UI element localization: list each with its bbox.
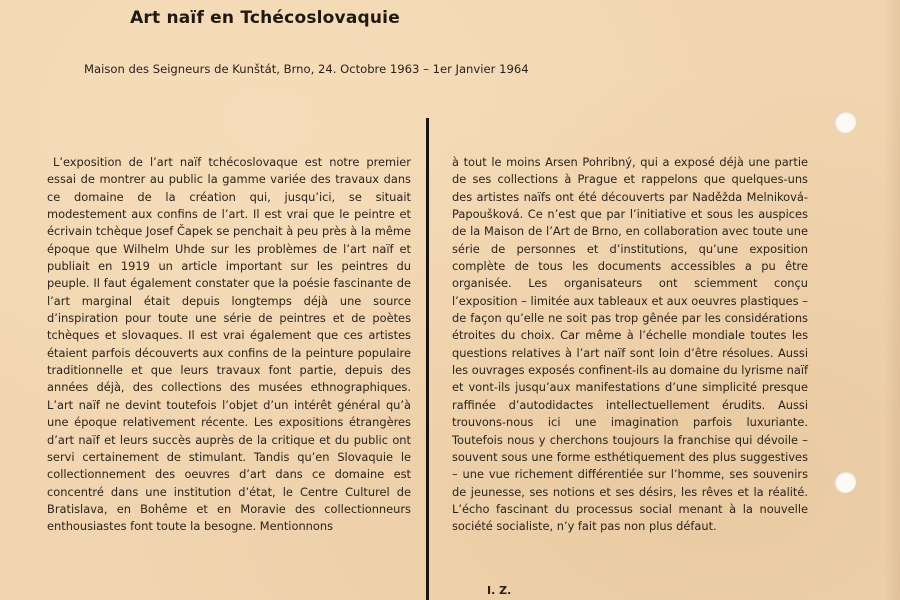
punch-hole-top (834, 111, 856, 133)
left-column-text: L’exposition de l’art naïf tchécoslovaque est notre premier essai de montrer au public la gamme variée des travaux dans ce domaine de la création qui, jusqu’ici, se situait modestement aux confins de l’art. Il est vrai que le peintre et écrivain tchèque Josef Čapek se penchait à peu près à la même époque que Wilhelm Uhde sur les problèmes de l’art naïf et publiait en 1919 un article important sur les peintres du peuple. Il faut également constater que la poésie fascinante de l’art marginal était depuis longtemps déjà une source d’inspiration pour toute une série de peintres et de poètes tchèques et slovaques. Il est vrai également que ces artistes étaient parfois découverts aux confins de la peinture populaire traditionnelle et que leurs travaux font partie, depuis des années déjà, des collections des musées ethnographiques. L’art naïf ne devint toutefois l’objet d’un intérêt général qu’à une époque relativement récente. Les expositions étrangères d’art naïf et leurs succès auprès de la critique et du public ont servi certainement de stimulant. Tandis qu’en Slovaquie le collectionnement des oeuvres d’art dans ce domaine est concentré dans une institution d’état, le Centre Culturel de Bratislava, en Bohême et en Moravie des collectionneurs enthousiastes font toute la besogne. Mentionnons (47, 155, 411, 534)
column-divider (426, 118, 429, 600)
author-initials: I. Z. (487, 584, 512, 597)
page-title: Art naïf en Tchécoslovaquie (130, 8, 400, 28)
exhibition-subtitle: Maison des Seigneurs de Kunštát, Brno, 24. Octobre 1963 – 1er Janvier 1964 (84, 62, 529, 76)
punch-hole-bottom (834, 471, 856, 493)
right-column-text: à tout le moins Arsen Pohribný, qui a exposé déjà une partie de ses collections à Prague et rappelons que quelques-uns des artistes naïfs ont été découverts par Naděžda Melniková-Papoušková. Ce n’est que par l’initiative et sous les auspices de la Maison de l’Art de Brno, en collaboration avec toute une série de personnes et d’institutions, qu’une exposition complète de tous les documents accessibles a pu être organisée. Les organisateurs ont sciemment conçu l’exposition – limitée aux tableaux et aux oeuvres plastiques – de façon qu’elle ne soit pas trop gênée par les considérations étroites du choix. Car même à l’échelle mondiale toutes les questions relatives à l’art naïf sont loin d’être résolues. Aussi les ouvrages exposés confinent-ils au domaine du lyrisme naïf et vont-ils jusqu’aux manifestations d’une simplicité presque raffinée d’autodidactes intellectuellement érudits. Aussi trouvons-nous ici une imagination parfois luxuriante. Toutefois nous y cherchons toujours la franchise qui dévoile – souvent sous une forme esthétiquement des plus suggestives – une vue richement différentiée sur l’homme, ses souvenirs de jeunesse, ses notions et ses désirs, les rêves et la réalité. L’écho fascinant du processus social menant à la nouvelle société socialiste, n’y fait pas non plus défaut. (452, 155, 808, 534)
page-edge-shadow (884, 0, 900, 600)
